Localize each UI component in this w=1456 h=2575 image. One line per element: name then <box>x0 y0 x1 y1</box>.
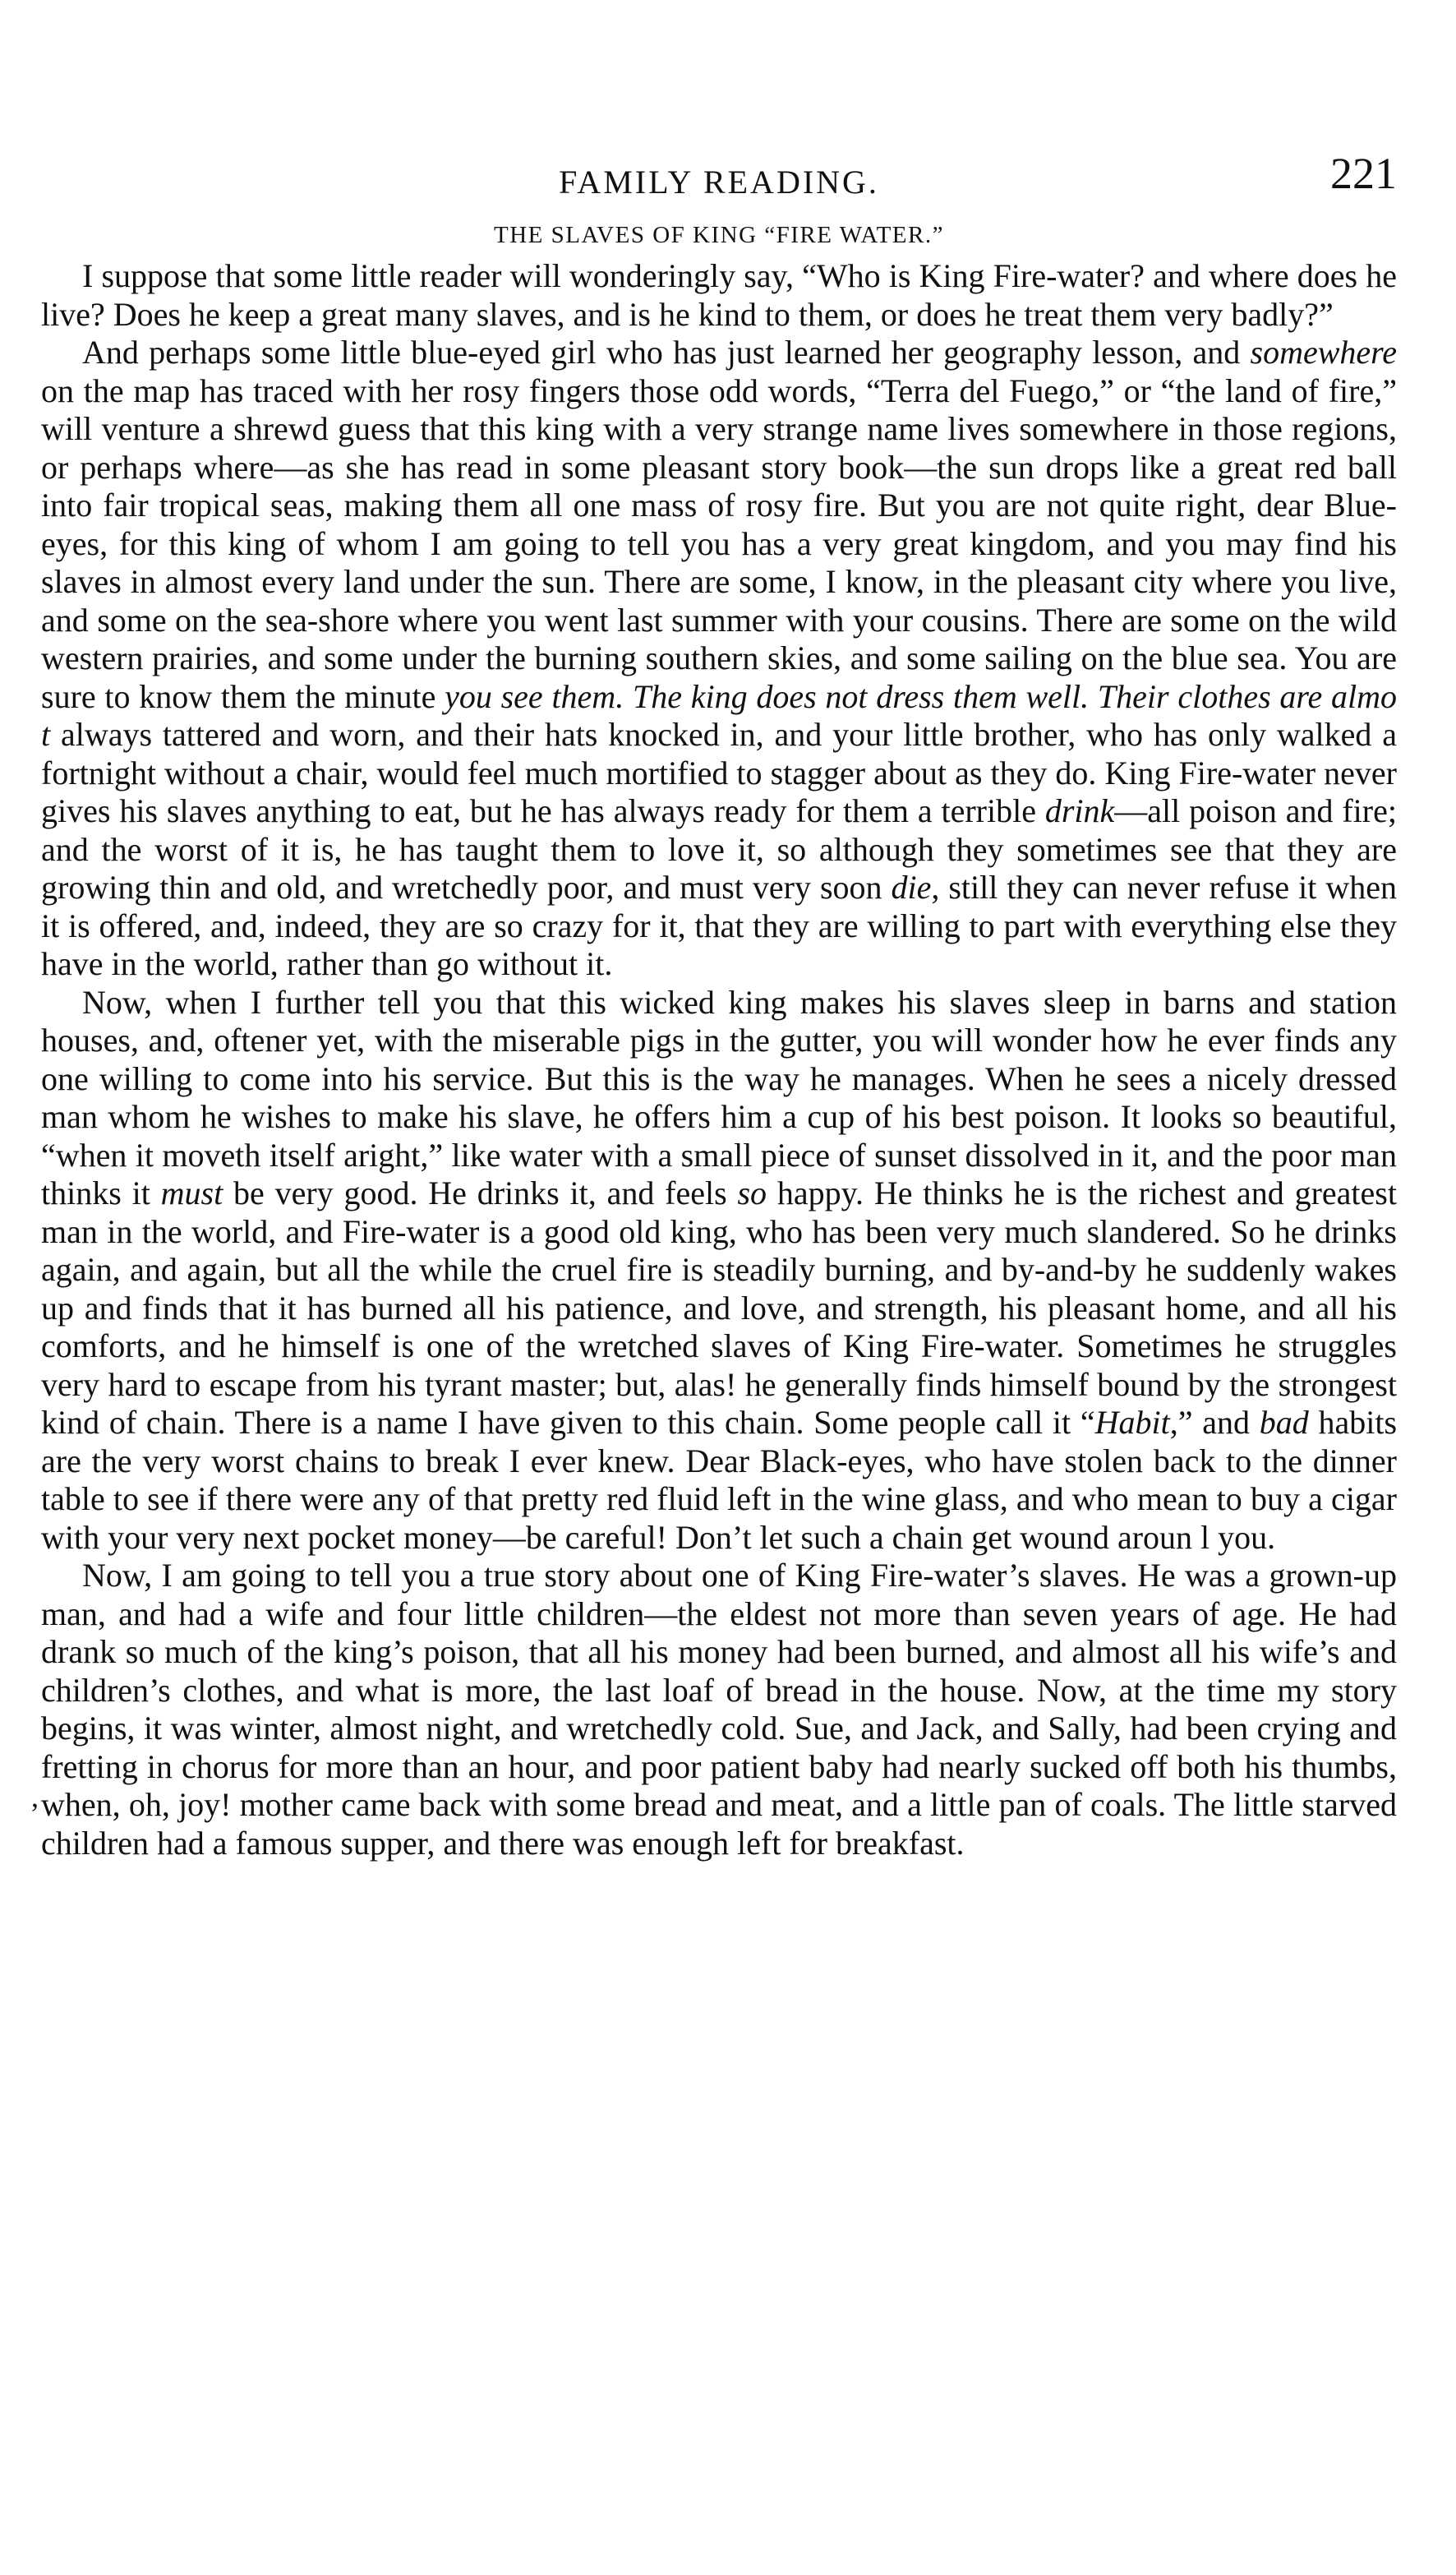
text-run: Now, when I further tell you that this wicked king makes his slaves sleep in barns and station houses, and, oftener yet, with the miserable pigs in the gutter, you will wonder how he ever finds any one willing to come into his service. But this is the way he manages. When he sees a nicely dressed man whom he wishes to make his slave, he offers him a cup of his best poison. It looks so beautiful, “when it moveth itself aright,” like water with a small piece of sunset dissolved in it, and the poor man thinks it <box>41 983 1397 1211</box>
text-run: always tattered and worn, and their hats knocked in, and your little brother, who has only walked a fortnight without a chair, would feel much mortified to stagger about as they do. King Fire-water never gives his slaves anything to eat, but he has always ready for them a terrible <box>41 716 1397 829</box>
page-number: 221 <box>1330 149 1397 198</box>
italic-run: die <box>891 869 932 906</box>
italic-run: you see them. The king does not dress them well. Their clothes are almo t <box>41 677 1397 753</box>
article-body <box>41 257 1397 1862</box>
text-run: be very good. He drinks it, and feels <box>223 1174 738 1211</box>
italic-run: so <box>737 1174 767 1211</box>
paragraph-3 <box>41 984 1397 1557</box>
italic-run: somewhere <box>1250 334 1397 371</box>
italic-run: bad <box>1259 1404 1309 1441</box>
paragraph-1 <box>41 257 1397 334</box>
paragraph-2 <box>41 334 1397 984</box>
running-title: FAMILY READING. <box>559 164 879 201</box>
paragraph-4 <box>41 1557 1397 1862</box>
text-run: And perhaps some little blue-eyed girl who has just learned her geography lesson, and <box>82 334 1251 371</box>
text-run: happy. He thinks he is the richest and greatest man in the world, and Fire-water is a good old king, who has been very much slandered. So he drinks again, and again, but all the while the cruel fire is steadily burning, and by-and-by he suddenly wakes up and finds that it has burned all his patience, and love, and strength, his pleasant home, and all his comforts, and he himself is one of the wretched slaves of King Fire-water. Sometimes he struggles very hard to escape from his tyrant master; but, alas! he generally finds himself bound by the strongest kind of chain. There is a name I have given to this chain. Some people call it “ <box>41 1174 1397 1441</box>
text-run: Now, I am going to tell you a true story about one of King Fire-water’s slaves. He was a grown-up man, and had a wife and four little children—the eldest not more than seven years of age. He had drank so much of the king’s poison, that all his money had been burned, and almost all his wife’s and children’s clothes, and what is more, the last loaf of bread in the house. Now, at the time my story begins, it was winter, almost night, and wretchedly cold. Sue, and Jack, and Sally, had been crying and fretting in chorus for more than an hour, and poor patient baby had nearly sucked off both his thumbs, when, oh, joy! mother came back with some bread and meat, and a little pan of coals. The little starved children had a famous supper, and there was enough left for breakfast. <box>41 1557 1397 1862</box>
running-head <box>41 132 1397 205</box>
italic-run: drink <box>1044 792 1115 829</box>
italic-run: must <box>160 1174 223 1211</box>
italic-run: Habit <box>1094 1404 1170 1441</box>
text-run: , still they can never refuse it when it is offered, and, indeed, they are so crazy for it, that they are willing to part with everything else they have in the world, rather than go without it. <box>41 869 1397 982</box>
text-run: —all poison and fire; and the worst of it is, he has taught them to love it, so although they sometimes see that they are growing thin and old, and wretchedly poor, and must very soon <box>41 792 1397 906</box>
book-page <box>31 132 1398 2515</box>
article-title: THE SLAVES OF KING “FIRE WATER.” <box>494 222 944 248</box>
text-run: ,” and <box>1169 1404 1260 1441</box>
text-run: I suppose that some little reader will wonderingly say, “Who is King Fire-water? and where does he live? Does he keep a great many slaves, and is he kind to them, or does he treat them very badly?” <box>41 257 1397 333</box>
text-run: on the map has traced with her rosy fingers those odd words, “Terra del Fuego,” or “the land of fire,” will venture a shrewd guess that this king with a very strange name lives somewhere in those regions, or perhaps where—as she has read in some pleasant story book—the sun drops like a great red ball into fair tropical seas, making them all one mass of rosy fire. But you are not quite right, dear Blue-eyes, for this king of whom I am going to tell you has a very great kingdom, and you may find his slaves in almost every land under the sun. There are some, I know, in the pleasant city where you live, and some on the sea-shore where you went last summer with your cousins. There are some on the wild western prairies, and some under the burning southern skies, and some sailing on the blue sea. You are sure to know them the minute <box>41 371 1397 715</box>
text-run: habits are the very worst chains to break I ever knew. Dear Black-eyes, who have stolen back to the dinner table to see if there were any of that pretty red fluid left in the wine glass, and who mean to buy a cigar with your very next pocket money—be careful! Don’t let such a chain get wound aroun l you. <box>41 1404 1398 1556</box>
margin-mark: , <box>31 1780 39 1813</box>
